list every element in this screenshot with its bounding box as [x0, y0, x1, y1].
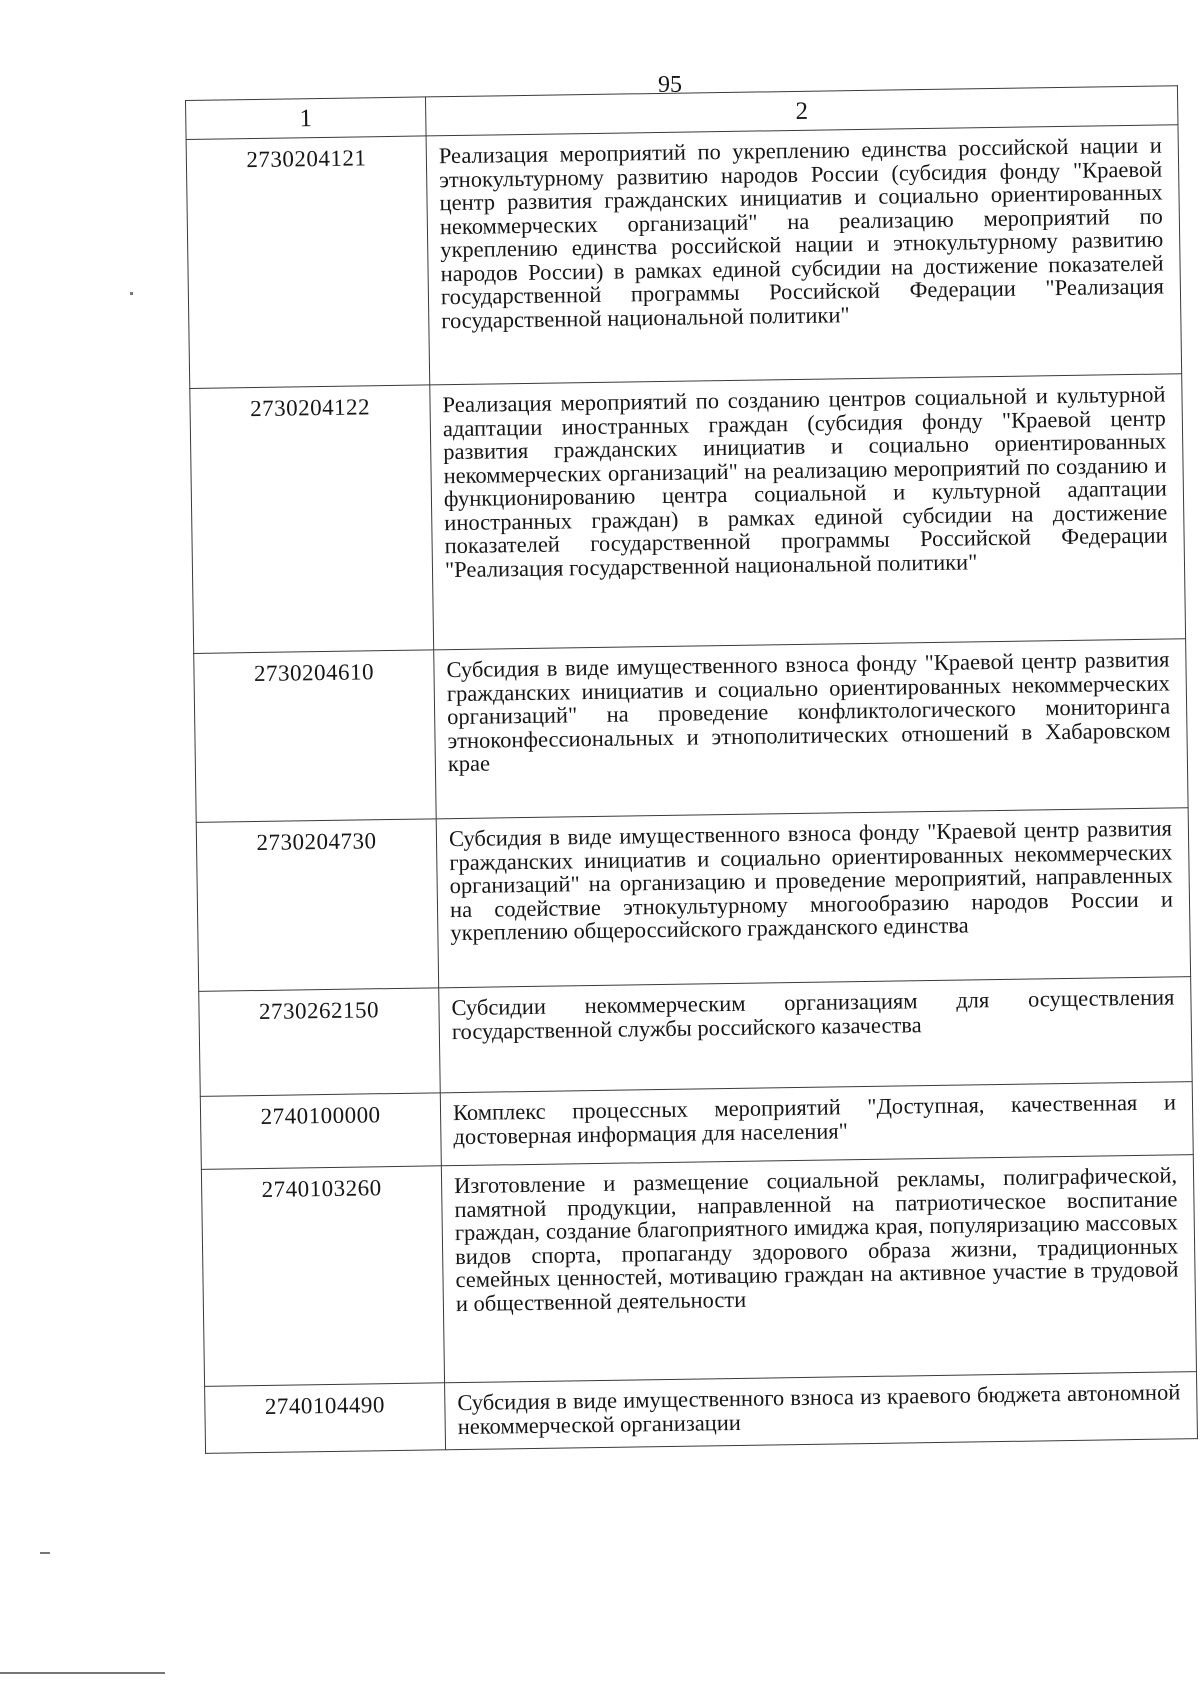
- row-description: Субсидии некоммерческим организациям для осуществления государственной службы российского казачества: [439, 977, 1192, 1093]
- row-description: Изготовление и размещение социальной рекламы, полиграфической, памятной продукции, направленной на патриотическое воспитание граждан, создание благоприятного имиджа края, популяризацию массовых видов спорта, пропаганду здорового образа жизни, традиционных семейных ценностей, мотивацию граждан на активное участие в трудовой и общественной деятельности: [441, 1155, 1196, 1383]
- table-row: [199, 977, 1192, 1097]
- row-code: 2740100000: [200, 1093, 441, 1170]
- row-code: 2740103260: [201, 1166, 444, 1387]
- table-row: [194, 639, 1188, 823]
- row-code: 2730262150: [199, 988, 441, 1097]
- row-description: Реализация мероприятий по укреплению единства российской нации и этнокультурному развитию народов России (субсидия фонду "Краевой центр развития гражданских инициатив и социально ориентированных некоммерческих организаций" на реализацию мероприятий по укреплению единства российской нации и этнокультурному развитию народов России) в рамках единой субсидии на достижение показателей государственной программы Российской Федерации "Реализация государственной национальной политики": [426, 125, 1182, 385]
- table-body: [186, 125, 1197, 1454]
- table-row: [190, 374, 1186, 654]
- budget-code-table: [185, 85, 1198, 1454]
- row-description: Комплекс процессных мероприятий "Доступная, качественная и достоверная информация для населения": [440, 1082, 1193, 1166]
- column-header-code: 1: [186, 97, 427, 140]
- row-code: 2730204121: [186, 136, 430, 389]
- row-description: Субсидия в виде имущественного взноса фонду "Краевой центр развития гражданских инициатив и социально ориентированных некоммерческих организаций" на проведение конфликтологического мониторинга этноконфессиональных и этнополитических отношений в Хабаровском крае: [434, 639, 1188, 819]
- table-row: [205, 1372, 1198, 1454]
- row-description: Реализация мероприятий по созданию центров социальной и культурной адаптации иностранных граждан (субсидия фонду "Краевой центр развития гражданских инициатив и социально ориентированных некоммерческих организаций" на реализацию мероприятий по созданию и функционированию центра социальной и культурной адаптации иностранных граждан) в рамках единой субсидии на достижение показателей государственной программы Российской Федерации "Реализация государственной национальной политики": [430, 374, 1186, 650]
- page-number: 95: [658, 72, 682, 98]
- column-header-description: 2: [425, 86, 1177, 136]
- scan-artifact-line: [0, 1672, 165, 1674]
- row-code: 2730204730: [196, 819, 438, 992]
- scan-artifact-dot: [40, 1552, 50, 1554]
- table-row: [201, 1155, 1196, 1387]
- row-code: 2730204122: [190, 385, 434, 654]
- table-row: [186, 125, 1182, 389]
- row-code: 2730204610: [194, 650, 436, 823]
- row-description: Субсидия в виде имущественного взноса фонду "Краевой центр развития гражданских инициатив и социально ориентированных некоммерческих организаций" на организацию и проведение мероприятий, направленных на содействие этнокультурному многообразию народов России и укреплению общероссийского гражданского единства: [436, 808, 1190, 988]
- scan-artifact-dot: [130, 292, 133, 295]
- row-description: Субсидия в виде имущественного взноса из краевого бюджета автономной некоммерческой организации: [445, 1372, 1198, 1450]
- table-row: [196, 808, 1190, 992]
- row-code: 2740104490: [205, 1383, 446, 1454]
